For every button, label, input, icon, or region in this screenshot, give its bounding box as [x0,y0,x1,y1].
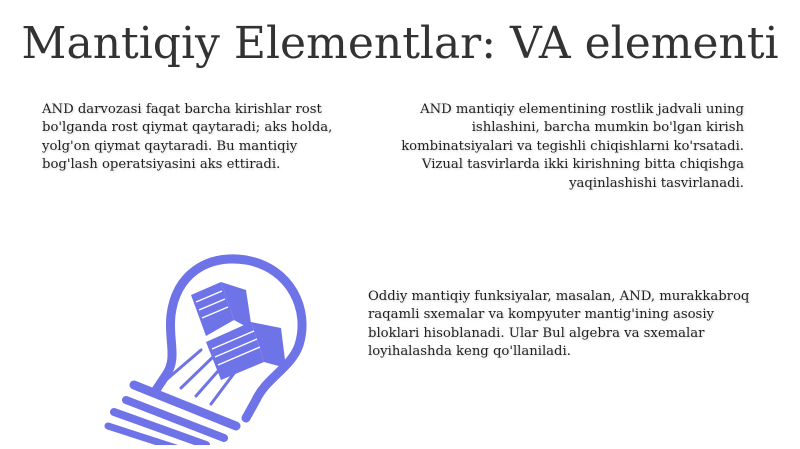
slide-title: Mantiqiy Elementlar: VA elementi [21,18,779,69]
lightbulb-book-icon [96,250,316,445]
paragraph-right: AND mantiqiy elementining rostlik jadvali uning ishlashini, barcha mumkin bo'lgan kirish kombinatsiyalari va tegishli chiqishlarni ko'rsatadi. Vizual tasvirlarda ikki kirishning bitta chiqishga yaqinlashishi tasvirlanadi. [401,102,744,191]
paragraph-bottom: Oddiy mantiqiy funksiyalar, masalan, AND, murakkabroq raqamli sxemalar va kompyuter mantig'ining asosiy bloklari hisoblanadi. Ular Bul algebra va sxemalar loyihalashda keng qo'llaniladi. [368,289,750,360]
paragraph-left: AND darvozasi faqat barcha kirishlar rost bo'lganda rost qiymat qaytaradi; aks holda, yolg'on qiymat qaytaradi. Bu mantiqiy bog'lash operatsiyasini aks ettiradi. [42,102,333,173]
